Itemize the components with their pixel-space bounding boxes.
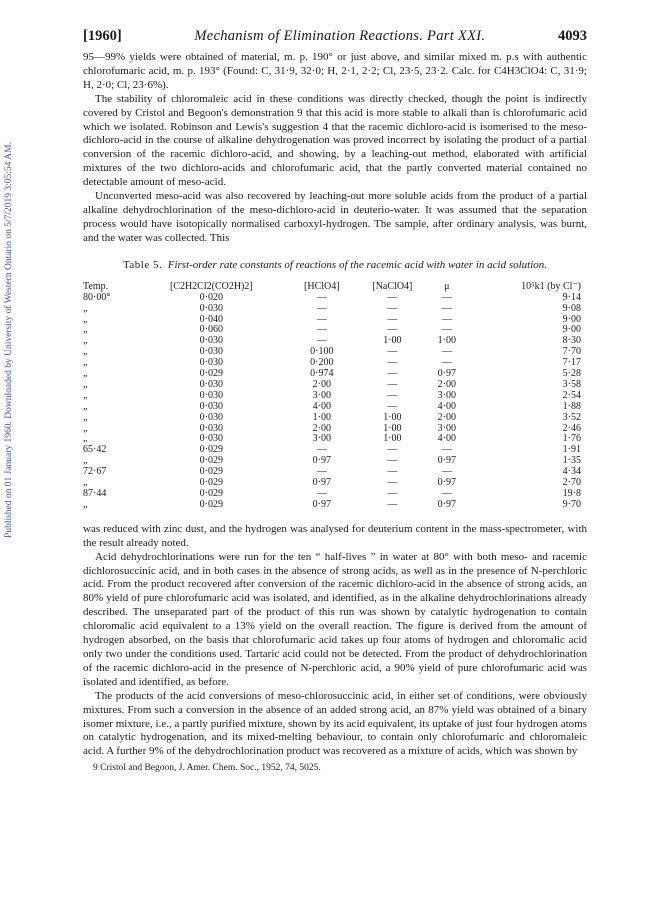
table-row bbox=[83, 500, 587, 511]
table-row bbox=[83, 413, 587, 424]
table-cell: — bbox=[316, 291, 327, 303]
table-cell: — bbox=[316, 466, 327, 478]
table-cell: 72·67 bbox=[83, 466, 107, 478]
table-cell: 0·030 bbox=[199, 378, 223, 390]
table-cell: 0·029 bbox=[199, 498, 223, 510]
table-cell: — bbox=[441, 444, 452, 456]
table-row bbox=[83, 445, 587, 456]
table-row bbox=[83, 315, 587, 326]
table-cell: — bbox=[387, 498, 398, 510]
table-cell: 0·200 bbox=[310, 357, 334, 369]
table-cell: 2·54 bbox=[562, 389, 581, 401]
table-cell: 1·88 bbox=[562, 400, 581, 412]
table-cell: 2·70 bbox=[562, 477, 581, 489]
table-row bbox=[83, 325, 587, 336]
table-cell: 0·029 bbox=[199, 368, 223, 380]
table-cell: 1·35 bbox=[562, 455, 581, 467]
table-header-row bbox=[83, 280, 587, 293]
table-cell: — bbox=[387, 291, 398, 303]
table-cell: 80·00° bbox=[83, 291, 111, 303]
table-cell: 4·00 bbox=[312, 400, 331, 412]
table-cell: — bbox=[387, 368, 398, 380]
table-cell: „ bbox=[83, 400, 88, 412]
table-cell: — bbox=[387, 477, 398, 489]
table-cell: 1·00 bbox=[437, 335, 457, 347]
table-cell: 3·00 bbox=[312, 433, 331, 445]
table-cell: 1·00 bbox=[383, 433, 402, 445]
table-cell: „ bbox=[83, 498, 88, 510]
table-cell: — bbox=[441, 357, 452, 369]
table-header-cell: [HClO4] bbox=[304, 280, 340, 292]
table-cell: 19·8 bbox=[562, 488, 581, 499]
table-cell: 7·17 bbox=[562, 357, 581, 369]
table-cell: — bbox=[387, 378, 398, 390]
table-row bbox=[83, 391, 587, 402]
table-row bbox=[83, 358, 587, 369]
table-cell: 9·00 bbox=[562, 313, 581, 325]
table-cell: 0·029 bbox=[199, 466, 223, 478]
table-cell: 87·44 bbox=[83, 488, 107, 499]
table-caption-text: First-order rate constants of reactions of the racemic acid with water in acid solution. bbox=[167, 258, 548, 271]
table-cell: 9·08 bbox=[562, 302, 581, 314]
table-cell: — bbox=[316, 302, 327, 314]
table-cell: 0·97 bbox=[437, 368, 457, 380]
table-cell: 0·100 bbox=[310, 346, 334, 358]
table-cell: 2·00 bbox=[437, 378, 457, 390]
table-cell: „ bbox=[83, 324, 88, 336]
table-cell: 0·029 bbox=[199, 477, 223, 489]
table-cell: 4·34 bbox=[562, 466, 581, 478]
table-cell: 0·030 bbox=[199, 335, 223, 347]
table-header-cell: [NaClO4] bbox=[372, 280, 413, 292]
table-cell: 0·030 bbox=[199, 389, 223, 401]
table-cell: 0·030 bbox=[199, 357, 223, 369]
table-cell: — bbox=[387, 324, 398, 336]
table-cell: 0·020 bbox=[199, 291, 223, 303]
table-body bbox=[83, 293, 587, 511]
table-row bbox=[83, 424, 587, 435]
paragraph-top-2: The stability of chloromaleic acid in these conditions was directly checked, though the point is indirectly covered by Cristol and Begoon's demonstration 9 that this acid is more stable to alkali than is chlorofumaric acid which we isolated. Robinson and Lewis's suggestion 4 that the racemic dichloro-acid is isomerised to the meso-dichloro-acid in the course of alkaline dehydrogenation was proved incorrect by isolating the product of a partial conversion of the racemic dichloro-acid, and showing, by a leaching-out method, elaborated with artificial mixtures of the two dichloro-acids and chlorofumaric acid, that the partly converted material contained no detectable amount of meso-acid. bbox=[83, 92, 587, 189]
table-cell: 1·00 bbox=[383, 422, 402, 434]
table-cell: — bbox=[441, 346, 452, 358]
table-cell: — bbox=[316, 324, 327, 336]
table-cell: 0·97 bbox=[312, 477, 331, 489]
table-cell: „ bbox=[83, 422, 88, 434]
table-cell: 3·52 bbox=[562, 411, 581, 423]
table-cell: — bbox=[387, 444, 398, 456]
table-cell: 2·00 bbox=[312, 422, 331, 434]
page-body bbox=[83, 28, 587, 776]
table-cell: — bbox=[316, 313, 327, 325]
table-cell: — bbox=[316, 444, 327, 456]
table-row bbox=[83, 369, 587, 380]
table-cell: „ bbox=[83, 313, 88, 325]
table-row bbox=[83, 402, 587, 413]
table-cell: 2·46 bbox=[562, 422, 581, 434]
table-cell: — bbox=[441, 313, 452, 325]
table-cell: „ bbox=[83, 378, 88, 390]
table-cell: 0·97 bbox=[312, 455, 331, 467]
table-cell: „ bbox=[83, 302, 88, 314]
table-row bbox=[83, 293, 587, 304]
table-cell: — bbox=[441, 302, 452, 314]
table-cell: 2·00 bbox=[437, 411, 457, 423]
table-cell: 0·97 bbox=[437, 455, 457, 467]
paragraph-top-1: 95—99% yields were obtained of material, m. p. 190° or just above, and similar mixed m. p.s with authentic chlorofumaric acid, m. p. 193° (Found: C, 31·9, 32·0; H, 2·1, 2·2; Cl, 23·5, 23·2. Calc. for C4H3ClO4: C, 31·9; H, 2·0; Cl, 23·6%). bbox=[83, 51, 587, 91]
table-cell: 9·14 bbox=[562, 291, 581, 303]
running-header bbox=[83, 28, 587, 51]
table-cell: „ bbox=[83, 411, 88, 423]
table-cell: 1·76 bbox=[562, 433, 581, 445]
table-cell: 1·91 bbox=[562, 444, 581, 456]
table-row bbox=[83, 467, 587, 478]
table-cell: 0·060 bbox=[199, 324, 223, 336]
table-cell: „ bbox=[83, 477, 88, 489]
table-cell: „ bbox=[83, 368, 88, 380]
table-cell: 0·97 bbox=[312, 498, 331, 510]
table-row bbox=[83, 304, 587, 315]
table-cell: 8·30 bbox=[562, 335, 581, 347]
table-cell: 3·00 bbox=[437, 422, 457, 434]
table-cell: 2·00 bbox=[312, 378, 331, 390]
table-cell: 0·974 bbox=[310, 368, 334, 380]
table-cell: — bbox=[441, 488, 452, 499]
paragraph-bottom-2: Acid dehydrochlorinations were run for the ten “ half-lives ” in water at 80° with both meso- and racemic dichlorosuccinic acid, and in both cases in the absence of strong acids, as well as in the presence of N-perchloric acid. From the product recovered after conversion of the racemic dichloro-acid in the absence of strong acids, an 80% yield of pure chlorofumaric acid was isolated, and identified, as in the alkaline dehydrochlorinations already described. The unseparated part of the product of this run was shown by catalytic hydrogenation to contain chloromalic acid equivalent to a 13% yield on the overall reaction. The figure is derived from the amount of hydrogen absorbed, on the basis that chlorofumaric acid takes up four atoms of hydrogen and chloromalic acid only two under the conditions used. Tartaric acid could not be detected. From the product of dehydrochlorination of the racemic dichloro-acid in the presence of N-perchloric acid, a 90% yield of pure chlorofumaric acid was isolated and identified, as before. bbox=[83, 550, 587, 688]
table-cell: 0·029 bbox=[199, 488, 223, 499]
table-cell: 0·029 bbox=[199, 455, 223, 467]
table-row bbox=[83, 489, 587, 500]
table-header-cell: [C2H2Cl2(CO2H)2] bbox=[169, 280, 253, 292]
table-cell: — bbox=[387, 455, 398, 467]
table-cell: — bbox=[387, 302, 398, 314]
header-title: Mechanism of Elimination Reactions. Part XXI. bbox=[194, 28, 486, 44]
table-cell: — bbox=[316, 335, 327, 347]
table-cell: „ bbox=[83, 357, 88, 369]
table-cell: 0·030 bbox=[199, 433, 223, 445]
table-header-cell: 10⁵k1 (by Cl⁻) bbox=[521, 280, 581, 292]
table-cell: „ bbox=[83, 346, 88, 358]
table-cell: — bbox=[441, 291, 452, 303]
table-cell: 0·029 bbox=[199, 444, 223, 456]
paragraph-bottom-3: The products of the acid conversions of meso-chlorosuccinic acid, in either set of conditions, were obviously mixtures. From such a conversion in the absence of an added strong acid, an 87% yield was obtained of a binary isomer mixture, i.e., a partly purified mixture, shown by its acid equivalent, its uptake of just four hydrogen atoms on catalytic hydrogenation, and its mixed-melting behaviour, to contain only chlorofumaric and chloromaleic acid. A further 9% of the dehydrochlorination product was recovered as a mixture of acids, which was shown by bbox=[83, 689, 587, 758]
table-cell: — bbox=[441, 324, 452, 336]
table-cell: 7·70 bbox=[562, 346, 581, 358]
table-cell: 65·42 bbox=[83, 444, 107, 456]
table-cell: — bbox=[387, 400, 398, 412]
table-row bbox=[83, 336, 587, 347]
table-cell: 9·70 bbox=[562, 498, 581, 510]
table-cell: 9·00 bbox=[562, 324, 581, 336]
table-cell: „ bbox=[83, 433, 88, 445]
table-cell: — bbox=[387, 346, 398, 358]
table-cell: 4·00 bbox=[437, 433, 457, 445]
table-row bbox=[83, 380, 587, 391]
paragraph-top-3: Unconverted meso-acid was also recovered by leaching-out more soluble acids from the product of a partial alkaline dehydrochlorination of the meso-dichloro-acid in deuterio-water. It was assumed that the separation process would have isotopically normalised carboxyl-hydrogen. The sample, after ordinary analysis, was burnt, and the water was collected. This bbox=[83, 190, 587, 244]
table-row bbox=[83, 456, 587, 467]
table-cell: 0·030 bbox=[199, 302, 223, 314]
table-caption bbox=[103, 259, 567, 272]
table-cell: 0·030 bbox=[199, 422, 223, 434]
table-cell: 1·00 bbox=[312, 411, 331, 423]
download-stamp bbox=[2, 80, 16, 600]
footnote: 9 Cristol and Begoon, J. Amer. Chem. Soc., 1952, 74, 5025. bbox=[93, 763, 321, 774]
table-header-cell: μ bbox=[444, 280, 450, 292]
table-cell: 3·58 bbox=[562, 378, 581, 390]
table-cell: 0·97 bbox=[437, 477, 457, 489]
table-cell: 0·030 bbox=[199, 400, 223, 412]
table-cell: „ bbox=[83, 455, 88, 467]
table-cell: — bbox=[387, 313, 398, 325]
table-cell: 0·040 bbox=[199, 313, 223, 325]
download-stamp-text: Published on 01 January 1960. Downloaded by University of Western Ontario on 5/7/2019 3:05:54 AM. bbox=[4, 142, 14, 538]
table-cell: 1·00 bbox=[383, 411, 402, 423]
table-row bbox=[83, 434, 587, 445]
table-cell: 4·00 bbox=[437, 400, 457, 412]
table-row bbox=[83, 478, 587, 489]
table-cell: 0·97 bbox=[437, 498, 457, 510]
table-cell: „ bbox=[83, 335, 88, 347]
table-header-cell: Temp. bbox=[83, 280, 109, 292]
table-cell: — bbox=[387, 488, 398, 499]
table-cell: 0·030 bbox=[199, 346, 223, 358]
rate-constants-table bbox=[83, 280, 587, 511]
table-label: Table 5. bbox=[122, 258, 163, 271]
paragraph-bottom-1: was reduced with zinc dust, and the hydrogen was analysed for deuterium content in the mass-spectrometer, with the result already noted. bbox=[83, 522, 587, 549]
table-cell: — bbox=[387, 466, 398, 478]
table-cell: 1·00 bbox=[383, 335, 402, 347]
table-row bbox=[83, 347, 587, 358]
table-cell: „ bbox=[83, 389, 88, 401]
table-cell: — bbox=[387, 389, 398, 401]
table-cell: 3·00 bbox=[437, 389, 457, 401]
table-cell: — bbox=[387, 357, 398, 369]
table-cell: — bbox=[441, 466, 452, 478]
table-cell: 3·00 bbox=[312, 389, 331, 401]
table-cell: 0·030 bbox=[199, 411, 223, 423]
table-cell: — bbox=[316, 488, 327, 499]
header-year: [1960] bbox=[83, 28, 122, 44]
header-page-number: 4093 bbox=[557, 28, 587, 44]
table-cell: 5·28 bbox=[562, 368, 581, 380]
